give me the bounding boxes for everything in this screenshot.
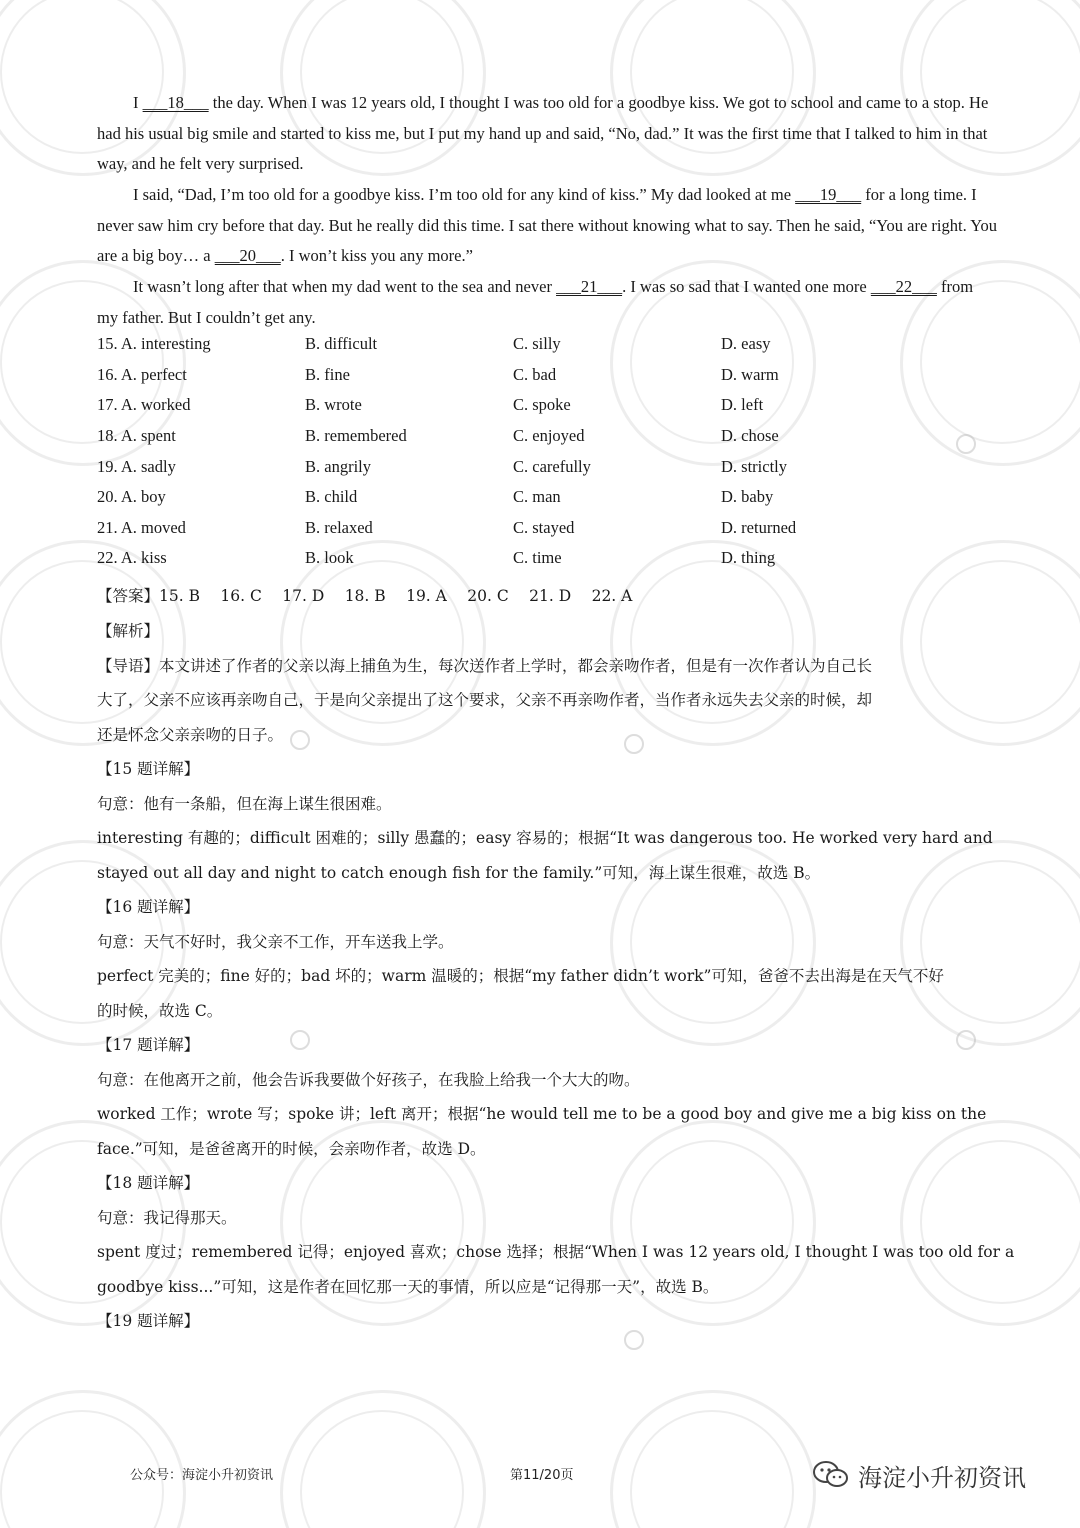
option-b: B. remembered: [305, 426, 407, 445]
blank-20: ___20___: [214, 246, 281, 266]
option-row: [97, 365, 997, 395]
page-number: 第11/20页: [510, 1468, 574, 1483]
analysis-line: 的时候，故选 C。: [97, 1002, 223, 1020]
blank-21: ___21___: [556, 277, 623, 296]
option-d: D. chose: [721, 426, 779, 445]
analysis-line: spent 度过；remembered 记得；enjoyed 喜欢；chose 选择；根据“When I was 12 years old, I thought I was too old for a: [97, 1243, 1015, 1261]
option-a: 21. A. moved: [97, 518, 186, 537]
question-heading-19: 【19 题详解】: [97, 1312, 200, 1330]
option-row: [97, 548, 997, 578]
option-row: [97, 334, 997, 364]
option-b: B. relaxed: [305, 518, 373, 537]
option-d: D. thing: [721, 548, 776, 567]
question-heading-16: 【16 题详解】: [97, 898, 200, 916]
analysis-line: goodbye kiss...”可知，这是作者在回忆那一天的事情，所以应是“记得那一天”，故选 B。: [97, 1278, 719, 1296]
option-d: D. returned: [721, 518, 797, 537]
option-c: C. carefully: [513, 457, 591, 476]
option-c: C. man: [513, 487, 561, 506]
question-heading-15: 【15 题详解】: [97, 760, 200, 778]
analysis-line: worked 工作；wrote 写；spoke 讲；left 离开；根据“he would tell me to be a good boy and give me a big kiss on the: [97, 1105, 987, 1123]
option-c: C. enjoyed: [513, 426, 585, 445]
analysis-line: 还是怀念父亲亲吻的日子。: [97, 726, 284, 744]
option-c: C. stayed: [513, 518, 575, 537]
option-b: B. wrote: [305, 395, 362, 414]
option-d: D. easy: [721, 334, 771, 353]
brand-name: 海淀小升初资讯: [858, 1464, 1026, 1492]
passage-paragraph-3: It wasn’t long after that when my dad went to the sea and never ___21___. I was so sad that I wanted one more ___22___ from my father. But I couldn’t get any.: [97, 277, 974, 327]
wechat-icon: [812, 1460, 850, 1490]
analysis-line: stayed out all day and night to catch enough fish for the family.”可知，海上谋生很难，故选 B。: [97, 864, 821, 882]
passage-paragraph-1: I ___18___ the day. When I was 12 years old, I thought I was too old for a goodbye kiss. We got to school and came to a stop. He had his usual big smile and started to kiss me, but I put my hand up and said, “No, dad.” It was the first time that I talked to him in that way, and he felt very surprised.: [97, 93, 989, 174]
blank-18: ___18___: [142, 93, 209, 112]
option-b: B. angrily: [305, 457, 371, 476]
question-heading-17: 【17 题详解】: [97, 1036, 200, 1054]
option-b: B. fine: [305, 365, 350, 384]
footer-account: 公众号：海淀小升初资讯: [130, 1468, 274, 1483]
analysis-line: 句意：天气不好时，我父亲不工作，开车送我上学。: [97, 933, 454, 951]
blank-22: ___22___: [870, 277, 937, 296]
option-row: [97, 457, 997, 487]
analysis-line: 【导语】本文讲述了作者的父亲以海上捕鱼为生，每次送作者上学时，都会亲吻作者，但是有一次作者认为自己长: [97, 657, 873, 675]
question-heading-18: 【18 题详解】: [97, 1174, 200, 1192]
option-c: C. time: [513, 548, 562, 567]
watermark-seal: [260, 1380, 520, 1528]
option-d: D. baby: [721, 487, 774, 506]
analysis-line: interesting 有趣的；difficult 困难的；silly 愚蠢的；easy 容易的；根据“It was dangerous too. He worked very hard and: [97, 829, 993, 847]
option-b: B. look: [305, 548, 354, 567]
option-row: [97, 395, 997, 425]
option-a: 22. A. kiss: [97, 548, 167, 567]
analysis-line: 句意：他有一条船，但在海上谋生很困难。: [97, 795, 392, 813]
answer-line: 【答案】15. B 16. C 17. D 18. B 19. A 20. C 21. D 22. A: [97, 587, 633, 605]
option-row: [97, 426, 997, 456]
option-c: C. spoke: [513, 395, 571, 414]
analysis-line: face.”可知，是爸爸离开的时候，会亲吻作者，故选 D。: [97, 1140, 486, 1158]
option-row: [97, 487, 997, 517]
option-d: D. warm: [721, 365, 779, 384]
option-d: D. strictly: [721, 457, 787, 476]
analysis-heading: 【解析】: [97, 622, 160, 640]
analysis-line: 大了，父亲不应该再亲吻自己，于是向父亲提出了这个要求，父亲不再亲吻作者，当作者永远失去父亲的时候，却: [97, 691, 873, 709]
option-c: C. bad: [513, 365, 557, 384]
option-d: D. left: [721, 395, 764, 414]
option-b: B. difficult: [305, 334, 378, 353]
option-a: 17. A. worked: [97, 395, 191, 414]
option-a: 19. A. sadly: [97, 457, 176, 476]
passage-paragraph-2: I said, “Dad, I’m too old for a goodbye kiss. I’m too old for any kind of kiss.” My dad looked at me ___19___ for a long time. I never saw him cry before that day. But he really did this time. I sat there without knowing what to say. Then he said, “You are right. You are a big boy… a ___20___. I won’t kiss you any more.”: [97, 185, 997, 266]
analysis-line: 句意：我记得那天。: [97, 1209, 237, 1227]
analysis-line: 句意：在他离开之前，他会告诉我要做个好孩子，在我脸上给我一个大大的吻。: [97, 1071, 640, 1089]
option-row: [97, 518, 997, 548]
option-b: B. child: [305, 487, 358, 506]
watermark-dot: [624, 1330, 644, 1350]
option-a: 16. A. perfect: [97, 365, 187, 384]
blank-19: ___19___: [795, 185, 862, 204]
watermark-seal: [0, 1380, 220, 1528]
option-c: C. silly: [513, 334, 561, 353]
analysis-line: perfect 完美的；fine 好的；bad 坏的；warm 温暖的；根据“my father didn’t work”可知，爸爸不去出海是在天气不好: [97, 967, 944, 985]
watermark-seal: [590, 1380, 850, 1528]
option-a: 20. A. boy: [97, 487, 166, 506]
option-a: 18. A. spent: [97, 426, 176, 445]
option-a: 15. A. interesting: [97, 334, 211, 353]
